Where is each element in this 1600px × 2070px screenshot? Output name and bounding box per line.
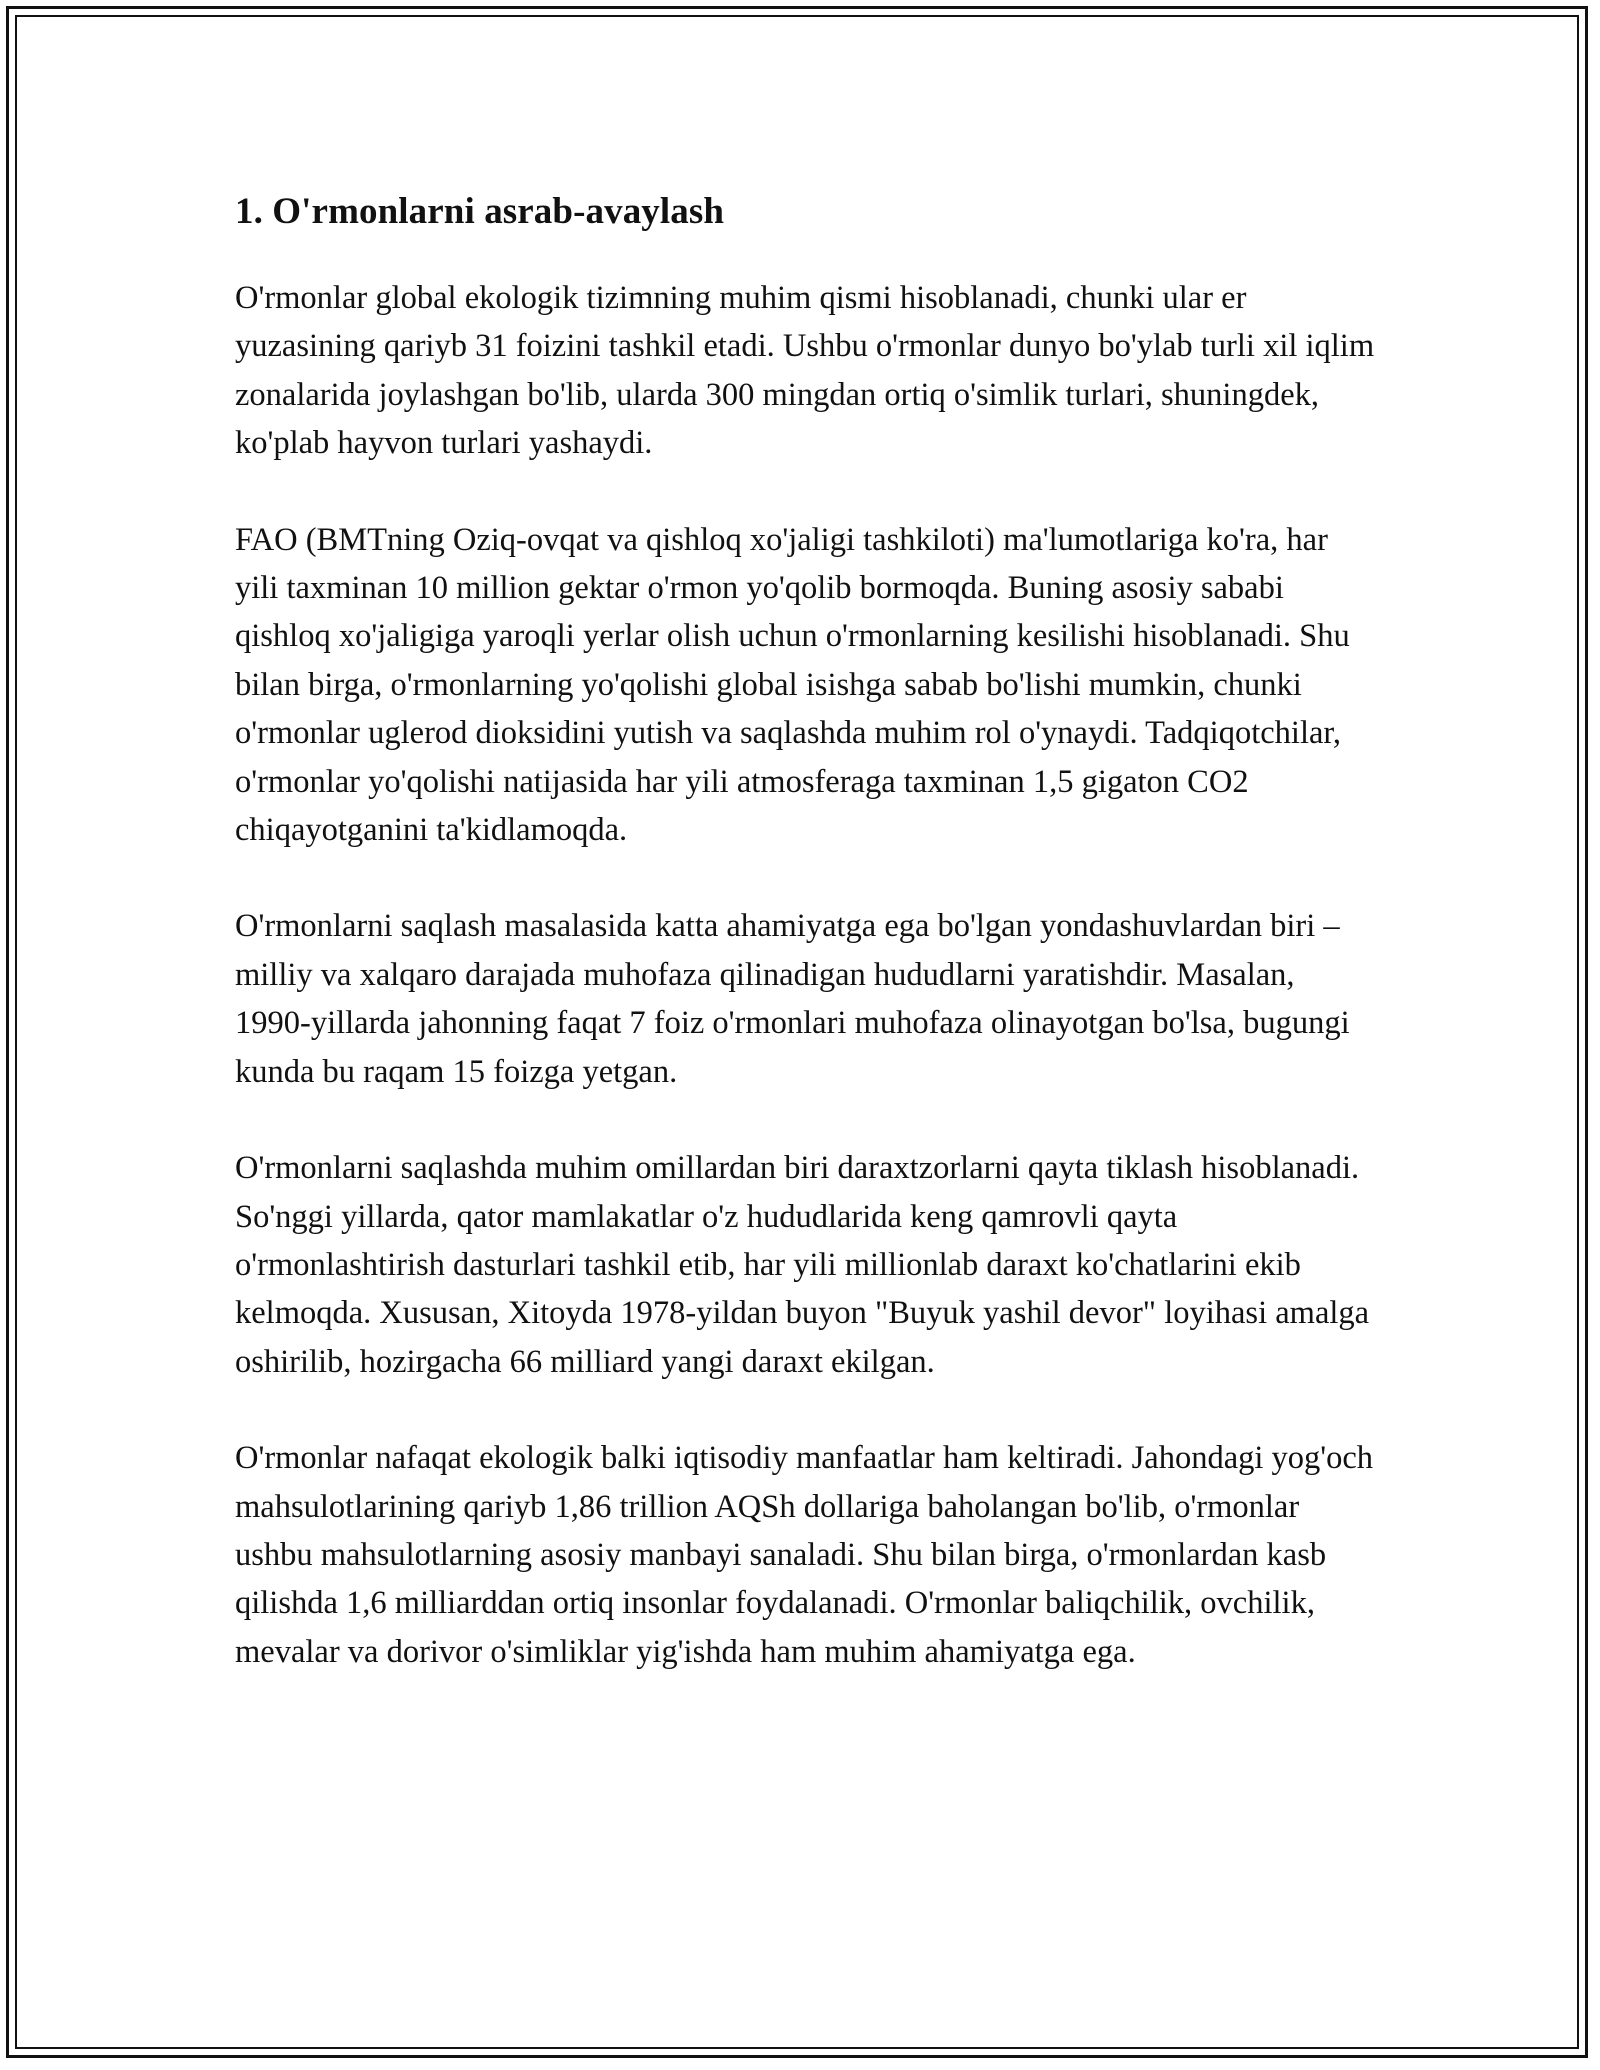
paragraph-reforestation: O'rmonlarni saqlashda muhim omillardan biri daraxtzorlarni qayta tiklash hisoblanadi. So'nggi yillarda, qator mamlakatlar o'z hududlarida keng qamrovli qayta o'rmonlashtirish dasturlari tashkil etib, har yili millionlab daraxt ko'chatlarini ekib kelmoqda. Xususan, Xitoyda 1978-yildan buyon "Buyuk yashil devor" loyihasi amalga oshirilib, hozirgacha 66 milliard yangi daraxt ekilgan.: [235, 1150, 1370, 1380]
document-body: [235, 186, 1375, 1724]
paragraph-economic-benefits: O'rmonlar nafaqat ekologik balki iqtisodiy manfaatlar ham keltiradi. Jahondagi yog'och mahsulotlarining qariyb 1,86 trillion AQSh dollariga baholangan bo'lib, o'rmonlar ushbu mahsulotlarning asosiy manbayi sanaladi. Shu bilan birga, o'rmonlardan kasb qilishda 1,6 milliarddan ortiq insonlar foydalanadi. O'rmonlar baliqchilik, ovchilik, mevalar va dorivor o'simliklar yig'ishda ham muhim ahamiyatga ega.: [235, 1440, 1374, 1670]
paragraph-protected-areas: O'rmonlarni saqlash masalasida katta ahamiyatga ega bo'lgan yondashuvlardan biri – milliy va xalqaro darajada muhofaza qilinadigan hududlarni yaratishdir. Masalan, 1990-yillarda jahonning faqat 7 foiz o'rmonlari muhofaza olinayotgan bo'lsa, bugungi kunda bu raqam 15 foizga yetgan.: [235, 908, 1350, 1090]
section-title: 1. O'rmonlarni asrab-avaylash: [235, 191, 725, 232]
paragraph-forest-coverage: O'rmonlar global ekologik tizimning muhim qismi hisoblanadi, chunki ular er yuzasining qariyb 31 foizini tashkil etadi. Ushbu o'rmonlar dunyo bo'ylab turli xil iqlim zonalarida joylashgan bo'lib, ularda 300 mingdan ortiq o'simlik turlari, shuningdek, ko'plab hayvon turlari yashaydi.: [235, 280, 1375, 462]
paragraph-deforestation: FAO (BMTning Oziq-ovqat va qishloq xo'jaligi tashkiloti) ma'lumotlariga ko'ra, har yili taxminan 10 million gektar o'rmon yo'qolib bormoqda. Buning asosiy sababi qishloq xo'jaligiga yaroqli yerlar olish uchun o'rmonlarning kesilishi hisoblanadi. Shu bilan birga, o'rmonlarning yo'qolishi global isishga sabab bo'lishi mumkin, chunki o'rmonlar uglerod dioksidini yutish va saqlashda muhim rol o'ynaydi. Tadqiqotchilar, o'rmonlar yo'qolishi natijasida har yili atmosferaga taxminan 1,5 gigaton CO2 chiqayotganini ta'kidlamoqda.: [235, 521, 1350, 849]
